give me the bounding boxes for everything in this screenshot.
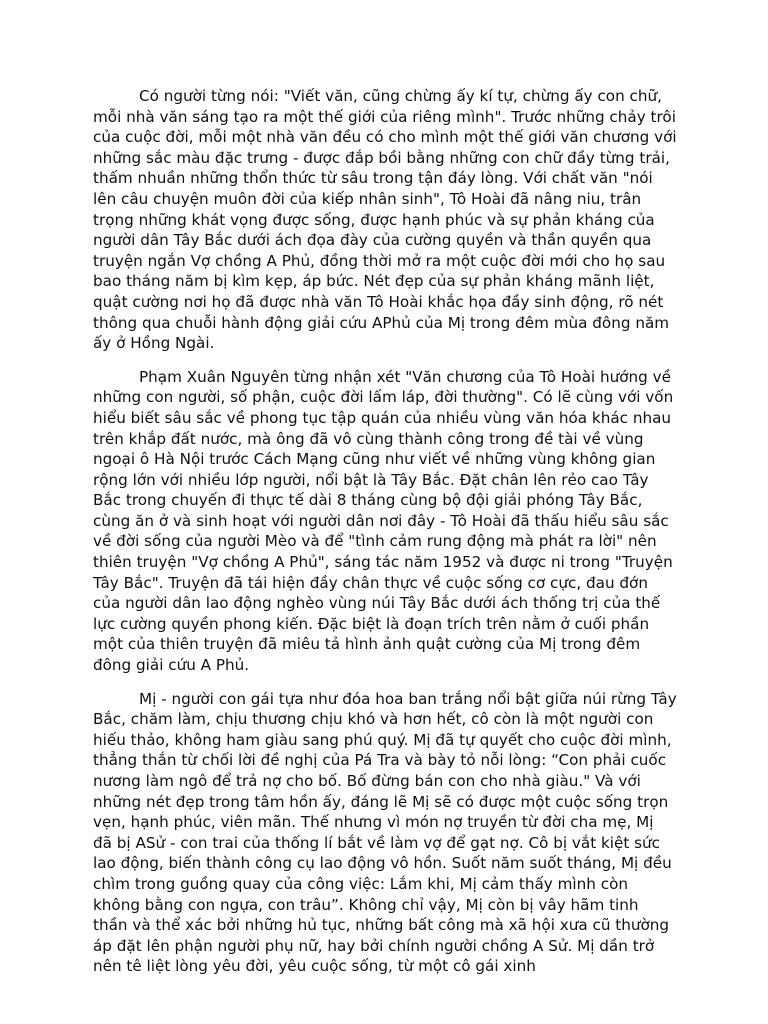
paragraph-2: Phạm Xuân Nguyên từng nhận xét "Văn chương của Tô Hoài hướng về những con người, số phận, cuộc đời lấm láp, đời thường". Có lẽ cùng với vốn hiểu biết sâu sắc về phong tục tập quán của nhiều vùng văn hóa khác nhau trên khắp đất nước, mà ông đã vô cùng thành công trong đề tài về vùng ngoại ô Hà Nội trước Cách Mạng cũng như viết về những vùng không gian rộng lớn với nhiều lớp người, nổi bật là Tây Bắc. Đặt chân lên rẻo cao Tây Bắc trong chuyến đi thực tế dài 8 tháng cùng bộ đội giải phóng Tây Bắc, cùng ăn ở và sinh hoạt với người dân nơi đây - Tô Hoài đã thấu hiểu sâu sắc về đời sống của người Mèo và để "tình cảm rung động mà phát ra lời" nên thiên truyện "Vợ chồng A Phủ", sáng tác năm 1952 và được ni trong "Truyện Tây Bắc". Truyện đã tái hiện đầy chân thực về cuộc sống cơ cực, đau đớn của người dân lao động nghèo vùng núi Tây Bắc dưới ách thống trị của thế lực cường quyền phong kiến. Đặc biệt là đoạn trích trên nằm ở cuối phần một của thiên truyện đã miêu tả hình ảnh quật cường của Mị trong đêm đông giải cứu A Phủ. bbox=[93, 367, 674, 675]
paragraph-3: Mị - người con gái tựa như đóa hoa ban trắng nổi bật giữa núi rừng Tây Bắc, chăm làm, chịu thương chịu khó và hơn hết, cô còn là một người con hiếu thảo, không ham giàu sang phú quý. Mị đã tự quyết cho cuộc đời mình, thẳng thắn từ chối lời đề nghị của Pá Tra và bày tỏ nỗi lòng: “Con phải cuốc nương làm ngô để trả nợ cho bố. Bố đừng bán con cho nhà giàu." Và với những nét đẹp trong tâm hồn ấy, đáng lẽ Mị sẽ có được một cuộc sống trọn vẹn, hạnh phúc, viên mãn. Thế nhưng vì món nợ truyền từ đời cha mẹ, Mị đã bị ASử - con trai của thống lí bắt về làm vợ để gạt nợ. Cô bị vắt kiệt sức lao động, biến thành công cụ lao động vô hồn. Suốt năm suốt tháng, Mị đều chìm trong guồng quay của công việc: Lắm khi, Mị cảm thấy mình còn không bằng con ngựa, con trâu”. Không chỉ vậy, Mị còn bị vây hãm tinh thần và thể xác bởi những hủ tục, những bất công mà xã hội xưa cũ thường áp đặt lên phận người phụ nữ, hay bởi chính người chồng A Sử. Mị dần trở nên tê liệt lòng yêu đời, yêu cuộc sống, từ một cô gái xinh bbox=[93, 689, 677, 976]
document-page bbox=[93, 86, 677, 990]
paragraph-1: Có người từng nói: "Viết văn, cũng chừng ấy kí tự, chừng ấy con chữ, mỗi nhà văn sáng tạo ra một thế giới của riêng mình". Trước những chảy trôi của cuộc đời, mỗi một nhà văn đều có cho mình một thế giới văn chương với những sắc màu đặc trưng - được đắp bồi bằng những con chữ đầy từng trải, thấm nhuần những thổn thức từ sâu trong tận đáy lòng. Với chất văn "nói lên câu chuyện muôn đời của kiếp nhân sinh", Tô Hoài đã nâng niu, trân trọng những khát vọng được sống, được hạnh phúc và sự phản kháng của người dân Tây Bắc dưới ách đọa đày của cường quyền và thần quyền qua truyện ngắn Vợ chồng A Phủ, đồng thời mở ra một cuộc đời mới cho họ sau bao tháng năm bị kìm kẹp, áp bức. Nét đẹp của sự phản kháng mãnh liệt, quật cường nơi họ đã được nhà văn Tô Hoài khắc họa đầy sinh động, rõ nét thông qua chuỗi hành động giải cứu APhủ của Mị trong đêm mùa đông năm ấy ở Hồng Ngài. bbox=[93, 87, 677, 353]
